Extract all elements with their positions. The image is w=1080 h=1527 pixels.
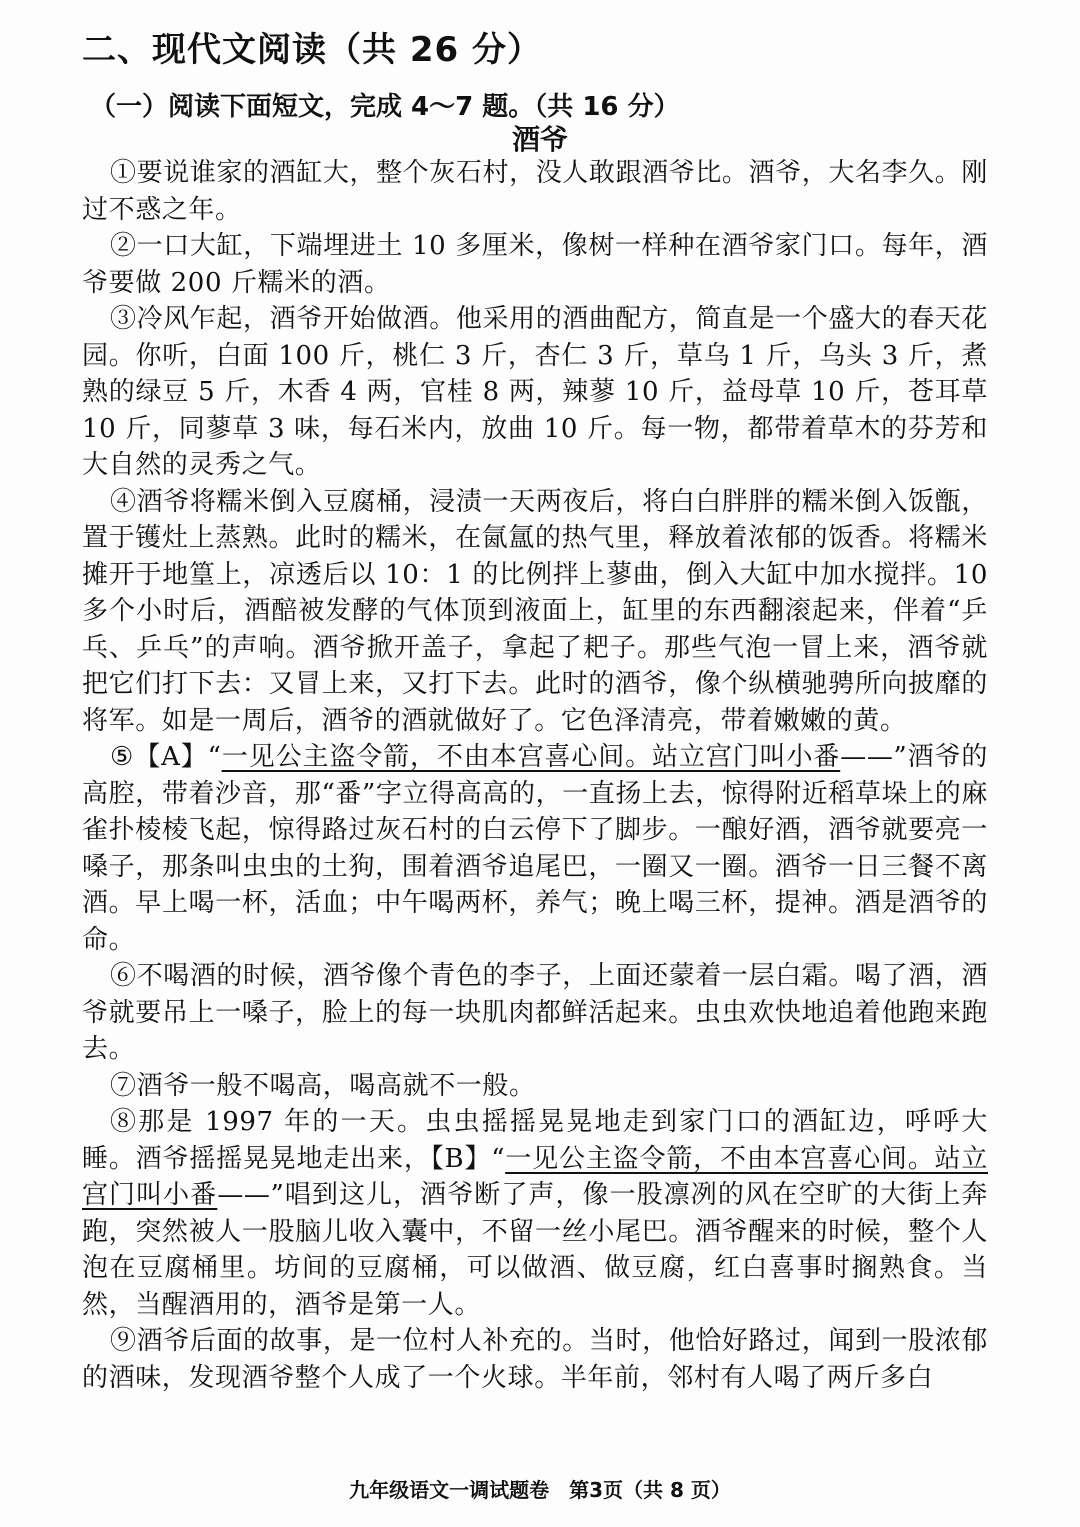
- story-paragraph: [82, 1104, 988, 1323]
- paragraph-text: ③冷风乍起，酒爷开始做酒。他采用的酒曲配方，简直是一个盛大的春天花园。你听，白面 100 斤，桃仁 3 斤，杏仁 3 斤，草乌 1 斤，乌头 3 斤，煮熟的绿豆 5 斤，木香 4 两，官桂 8 两，辣蓼 10 斤，益母草 10 斤，苍耳草 10 斤，同蓼草 3 味，每石米内，放曲 10 斤。每一物，都带着草木的芬芳和大自然的灵秀之气。: [82, 304, 988, 480]
- story-body: [82, 155, 988, 1396]
- paragraph-text: ②一口大缸，下端埋进土 10 多厘米，像树一样种在酒爷家门口。每年，酒爷要做 200 斤糯米的酒。: [82, 231, 988, 298]
- paragraph-text: ⑤【A】“: [110, 742, 222, 772]
- paragraph-text: ——”唱到这儿，酒爷断了声，像一股凛冽的风在空旷的大街上奔跑，突然被人一股脑儿收入囊中，不留一丝小尾巴。酒爷醒来的时候，整个人泡在豆腐桶里。坊间的豆腐桶，可以做酒、做豆腐，红白喜事时搁熟食。当然，当醒酒用的，酒爷是第一人。: [82, 1180, 988, 1320]
- paragraph-text: ⑧那是 1997 年的一天。虫虫摇摇晃晃地走到家门口的酒缸边，呼呼大睡。酒爷摇摇晃晃地走出来，【B】“: [82, 1107, 988, 1174]
- story-paragraph: [82, 958, 988, 1068]
- paragraph-text: ⑨酒爷后面的故事，是一位村人补充的。当时，他恰好路过，闻到一股浓郁的酒味，发现酒爷整个人成了一个火球。半年前，邻村有人喝了两斤多白: [82, 1326, 988, 1393]
- section-title: 二、现代文阅读（共 26 分）: [82, 30, 542, 70]
- underlined-lyric: 一见公主盗令箭，不由本宫喜心间。站立宫门叫小番: [221, 742, 841, 772]
- paragraph-text: ⑥不喝酒的时候，酒爷像个青色的李子，上面还蒙着一层白霜。喝了酒，酒爷就要吊上一嗓子，脸上的每一块肌肉都鲜活起来。虫虫欢快地追着他跑来跑去。: [82, 961, 988, 1064]
- story-paragraph: [82, 1323, 988, 1396]
- story-paragraph: [82, 739, 988, 958]
- story-paragraph: [82, 228, 988, 301]
- story-paragraph: [82, 484, 988, 740]
- paragraph-text: ④酒爷将糯米倒入豆腐桶，浸渍一天两夜后，将白白胖胖的糯米倒入饭甑，置于镬灶上蒸熟。此时的糯米，在氤氲的热气里，释放着浓郁的饭香。将糯米摊开于地篁上，凉透后以 10：1 的比例拌上蓼曲，倒入大缸中加水搅拌。10 多个小时后，酒醅被发酵的气体顶到液面上，缸里的东西翻滚起来，伴着“乒乓、乒乓”的声响。酒爷掀开盖子，拿起了耙子。那些气泡一冒上来，酒爷就把它们打下去：又冒上来，又打下去。此时的酒爷，像个纵横驰骋所向披靡的将军。如是一周后，酒爷的酒就做好了。它色泽清亮，带着嫩嫩的黄。: [82, 486, 988, 736]
- underlined-lyric: 一见公主盗令箭，不由本宫喜心间。站立宫门叫小番: [82, 1143, 988, 1210]
- subsection-title: （一）阅读下面短文，完成 4～7 题。（共 16 分）: [90, 92, 680, 122]
- story-paragraph: [82, 1068, 988, 1105]
- story-paragraph: [82, 301, 988, 484]
- page-footer: 九年级语文一调试题卷 第3页（共 8 页）: [349, 1478, 731, 1502]
- paragraph-text: ——”酒爷的高腔，带着沙音，那“番”字立得高高的，一直扬上去，惊得附近稻草垛上的麻雀扑棱棱飞起，惊得路过灰石村的白云停下了脚步。一酿好酒，酒爷就要亮一嗓子，那条叫虫虫的土狗，围着酒爷追尾巴，一圈又一圈。酒爷一日三餐不离酒。早上喝一杯，活血；中午喝两杯，养气；晚上喝三杯，提神。酒是酒爷的命。: [82, 742, 988, 955]
- paragraph-text: ①要说谁家的酒缸大，整个灰石村，没人敢跟酒爷比。酒爷，大名李久。刚过不惑之年。: [82, 158, 988, 225]
- paragraph-text: ⑦酒爷一般不喝高，喝高就不一般。: [110, 1070, 536, 1101]
- story-paragraph: [82, 155, 988, 228]
- story-title: 酒爷: [511, 123, 568, 156]
